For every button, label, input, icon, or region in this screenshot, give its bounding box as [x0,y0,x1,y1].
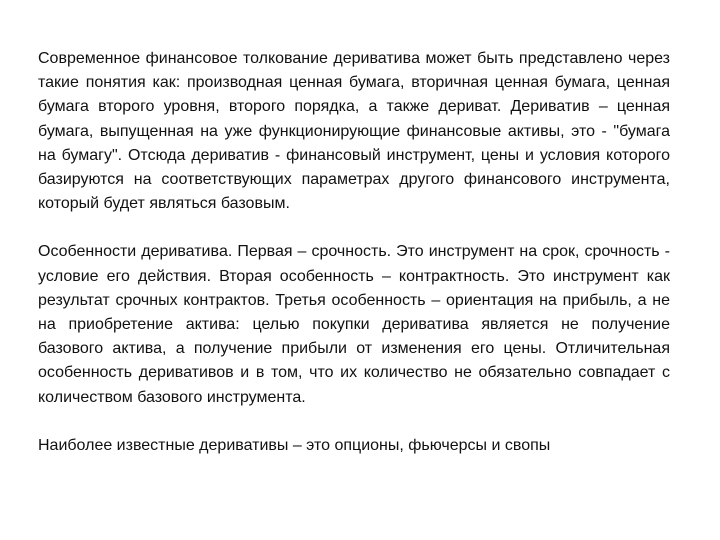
paragraph-spacer [38,216,670,240]
paragraph-definition: Современное финансовое толкование деривативa может быть представлено через такие понятия как: производная ценная бумага, вторичная ценная бумага, ценная бумага второго уровня, второго порядка, а также дериват. Дериватив – ценная бумага, выпущенная на уже функционирующие финансовые активы, это - "бумага на бумагу". Отсюда дериватив - финансовый инструмент, цены и условия которого базируются на соответствующих параметрах другого финансового инструмента, который будет являться базовым. [38,50,670,213]
paragraph-examples: Наиболее известные деривативы – это опционы, фьючерсы и свопы [38,436,551,454]
text-block [38,47,670,458]
paragraph-spacer [38,410,670,434]
paragraph-features: Особенности деривативa. Первая – срочность. Это инструмент на срок, срочность - условие его действия. Вторая особенность – контрактность. Это инструмент как результат срочных контрактов. Третья особенность – ориентация на прибыль, а не на приобретение актива: целью покупки дериватива является не получение базового актива, а получение прибыли от изменения его цены. Отличительная особенность деривативов и в том, что их количество не обязательно совпадает с количеством базового инструмента. [38,243,670,406]
